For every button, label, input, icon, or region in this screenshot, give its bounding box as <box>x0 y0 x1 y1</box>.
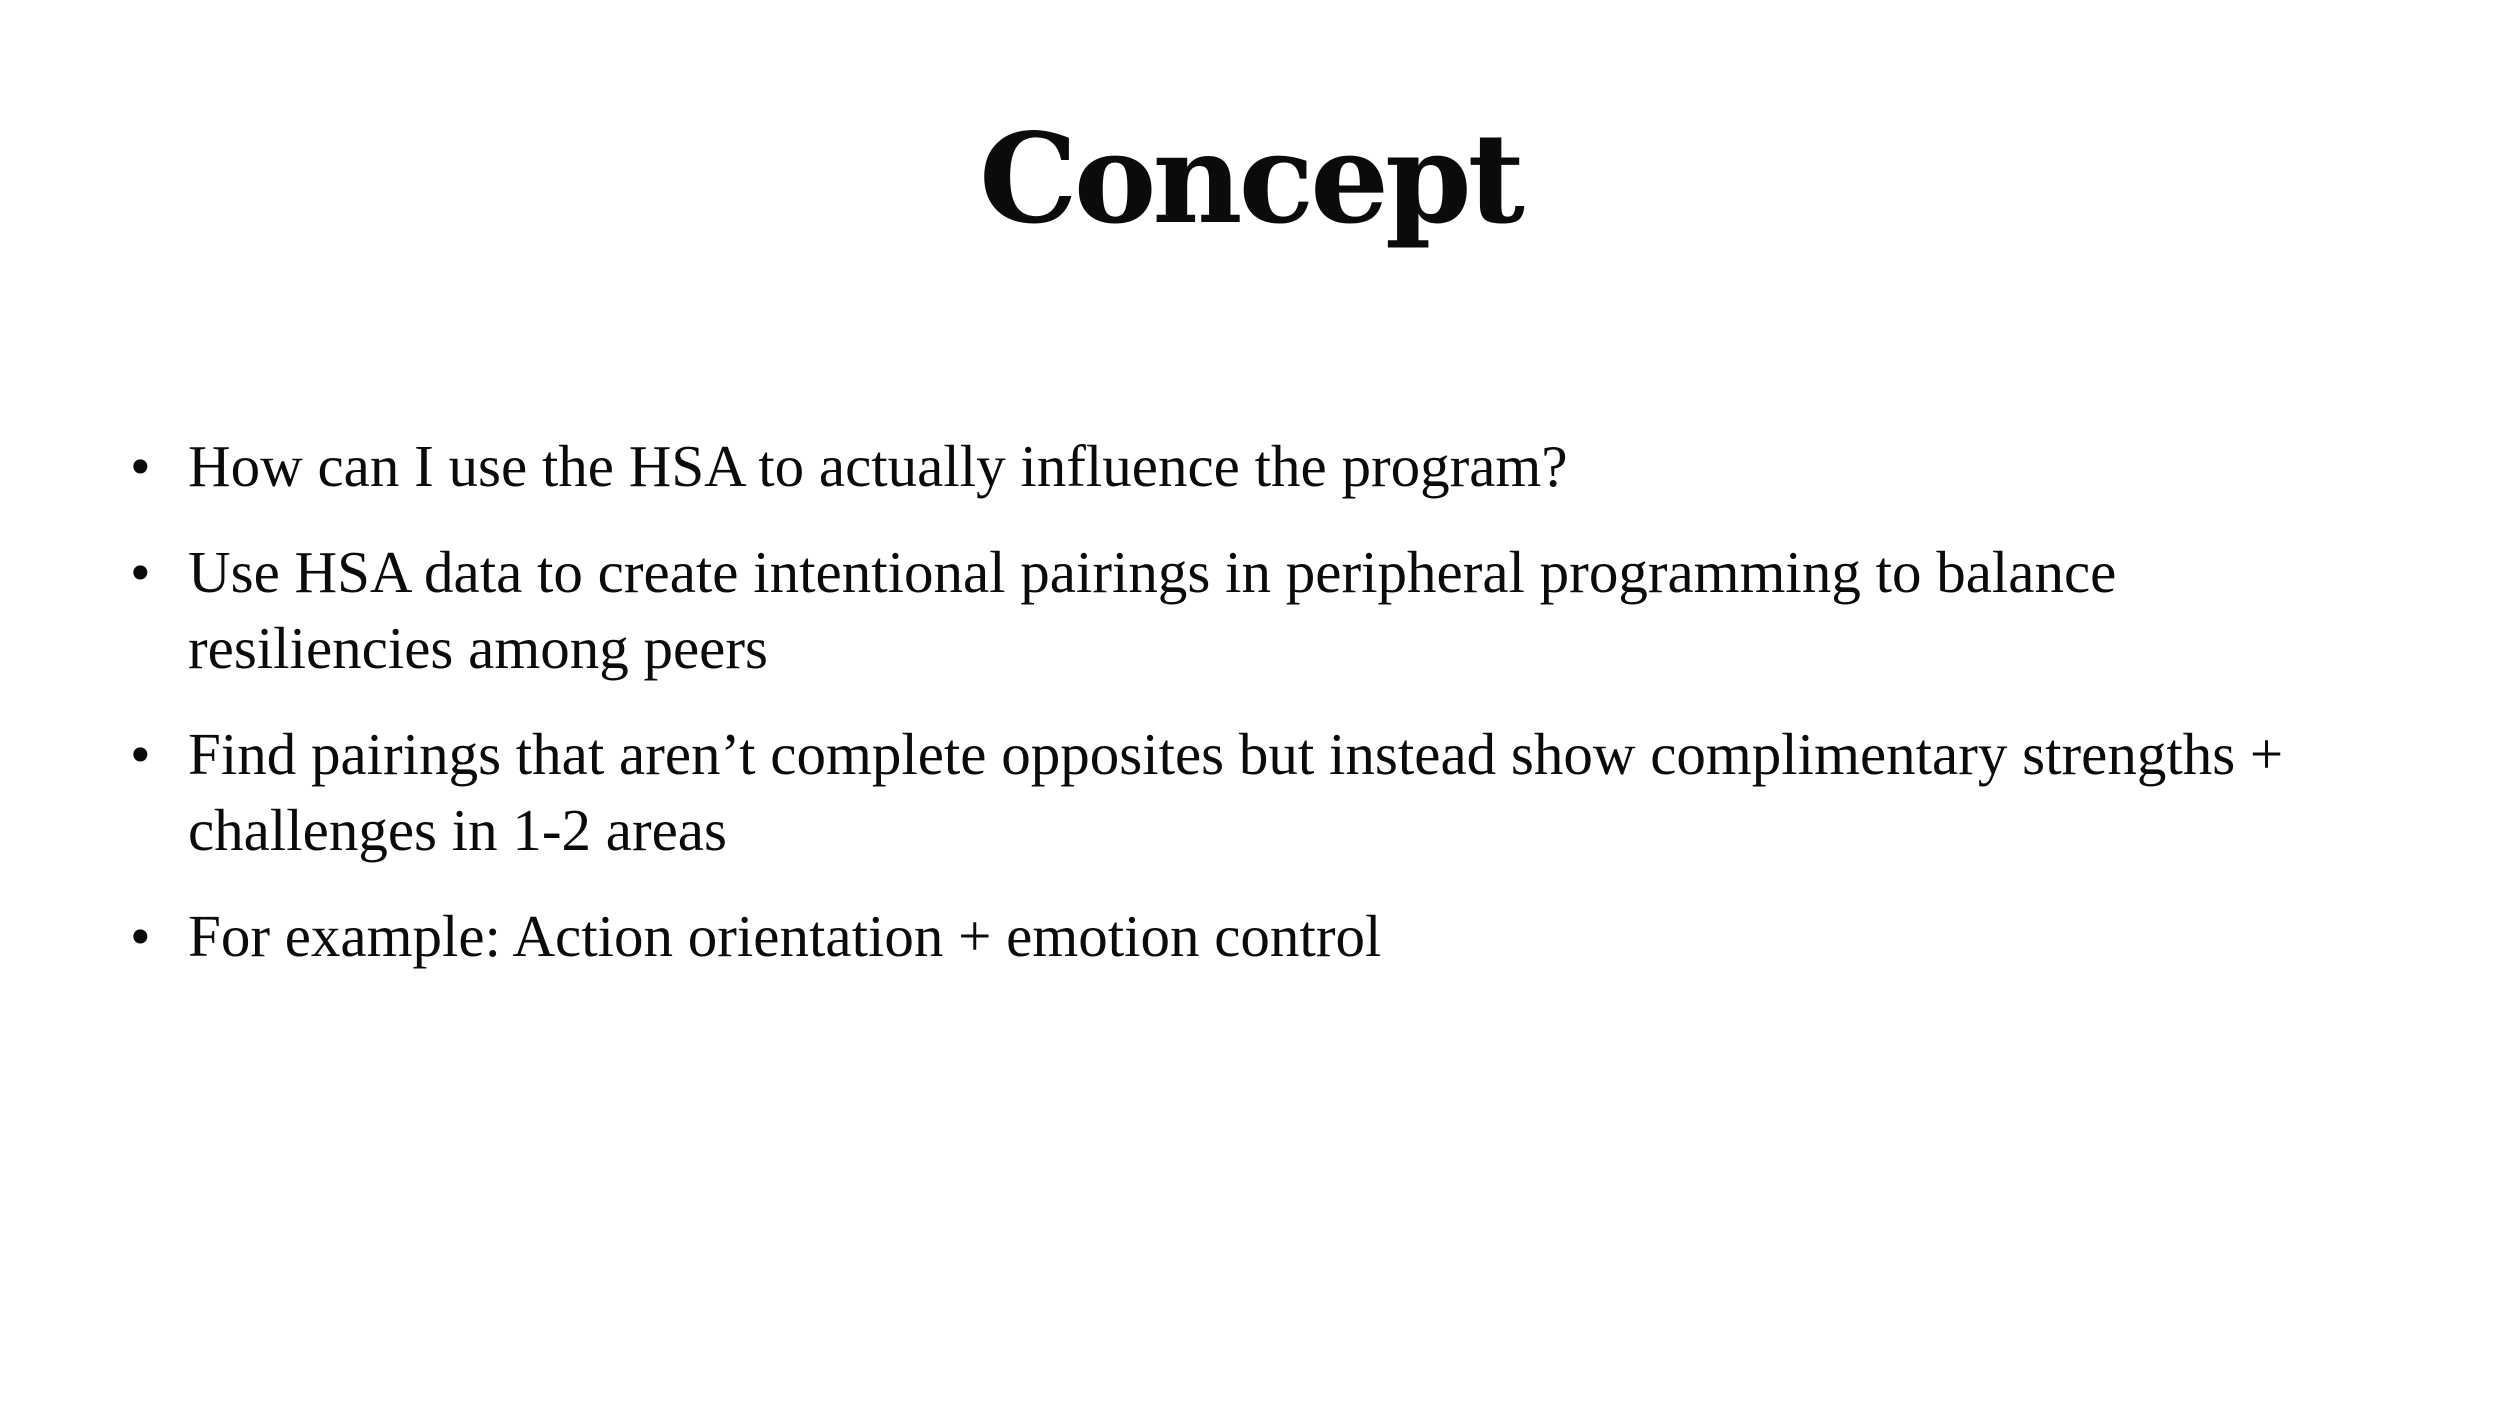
bullet-text: For example: Action orientation + emotion control <box>188 903 1382 969</box>
bullet-item <box>130 534 2360 686</box>
bullet-icon: • <box>130 539 151 605</box>
bullet-icon: • <box>130 721 151 787</box>
bullet-list <box>130 428 2360 1004</box>
bullet-icon: • <box>130 903 151 969</box>
bullet-text: Find pairings that aren’t complete opposites but instead show complimentary strengths + challenges in 1-2 areas <box>188 721 2284 863</box>
bullet-text: Use HSA data to create intentional pairings in peripheral programming to balance resiliencies among peers <box>188 539 2117 681</box>
bullet-text: How can I use the HSA to actually influence the program? <box>188 433 1568 499</box>
bullet-item <box>130 428 2360 504</box>
slide-title: Concept <box>979 107 1521 252</box>
bullet-icon: • <box>130 433 151 499</box>
bullet-item <box>130 898 2360 974</box>
bullet-item <box>130 716 2360 868</box>
